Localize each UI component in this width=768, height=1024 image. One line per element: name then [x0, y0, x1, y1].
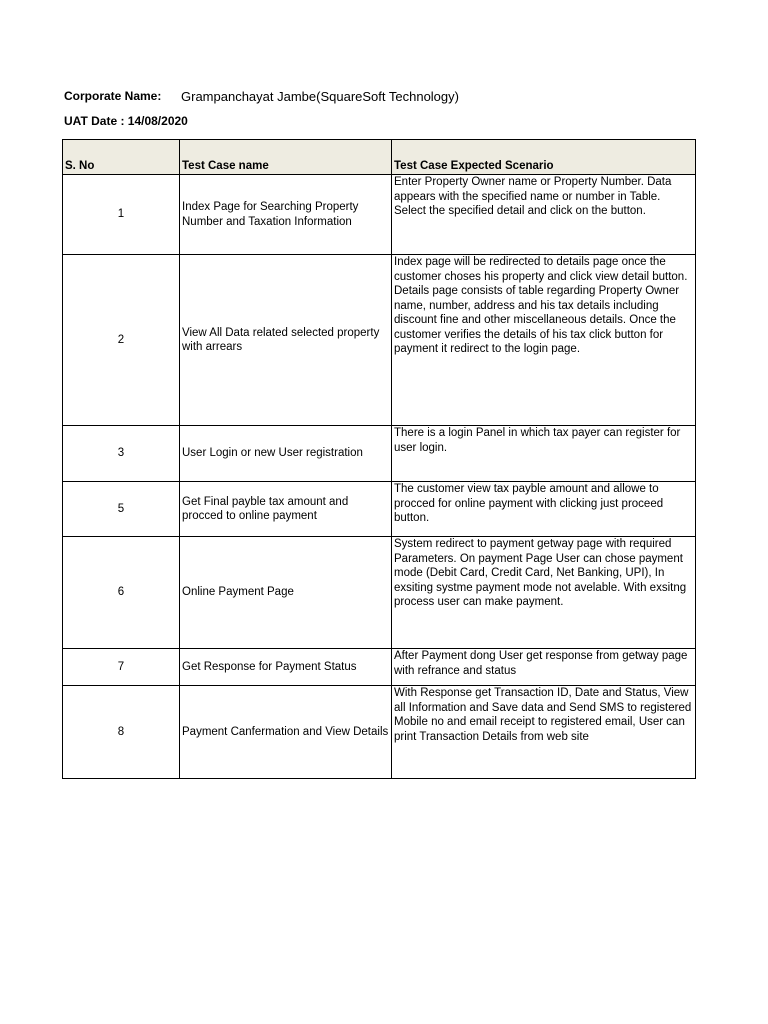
row-expected-scenario: With Response get Transaction ID, Date and Status, View all Information and Save data and Send SMS to registered Mobile no and email receipt to registered email, User can print Transaction Details from web site — [392, 686, 696, 779]
row-expected-scenario: After Payment dong User get response from getway page with refrance and status — [392, 649, 696, 686]
row-expected-scenario: System redirect to payment getway page with required Parameters. On payment Page User can chose payment mode (Debit Card, Credit Card, Net Banking, UPI), In exsiting systme payment mode not avelable. With exsitng process user can make payment. — [392, 537, 696, 649]
row-sno: 3 — [63, 426, 180, 482]
table-row — [63, 649, 696, 686]
table-row — [63, 426, 696, 482]
row-sno: 2 — [63, 255, 180, 426]
row-sno: 6 — [63, 537, 180, 649]
table-row — [63, 686, 696, 779]
row-sno: 1 — [63, 175, 180, 255]
table-row — [63, 255, 696, 426]
test-case-table — [62, 139, 696, 779]
table-header-row — [63, 140, 696, 175]
row-expected-scenario: The customer view tax payble amount and allowe to procced for online payment with clicking just proceed button. — [392, 482, 696, 537]
row-test-case-name: Payment Canfermation and View Details — [180, 686, 392, 779]
row-test-case-name: Get Response for Payment Status — [180, 649, 392, 686]
row-test-case-name: Online Payment Page — [180, 537, 392, 649]
column-header-test-case-name: Test Case name — [180, 140, 392, 175]
table-row — [63, 537, 696, 649]
column-header-sno: S. No — [63, 140, 180, 175]
table-row — [63, 175, 696, 255]
row-test-case-name: Index Page for Searching Property Number and Taxation Information — [180, 175, 392, 255]
table-row — [63, 482, 696, 537]
row-test-case-name: User Login or new User registration — [180, 426, 392, 482]
row-sno: 5 — [63, 482, 180, 537]
row-expected-scenario: Index page will be redirected to details page once the customer choses his property and click view detail button. Details page consists of table regarding Property Owner name, number, address and his tax details including discount fine and other miscellaneous details. Once the customer verifies the details of his tax click button for payment it redirect to the login page. — [392, 255, 696, 426]
row-sno: 7 — [63, 649, 180, 686]
corporate-name-value: Grampanchayat Jambe(SquareSoft Technology) — [181, 89, 459, 104]
row-expected-scenario: Enter Property Owner name or Property Number. Data appears with the specified name or number in Table. Select the specified detail and click on the button. — [392, 175, 696, 255]
corporate-name-label: Corporate Name: — [64, 89, 162, 103]
row-expected-scenario: There is a login Panel in which tax payer can register for user login. — [392, 426, 696, 482]
row-sno: 8 — [63, 686, 180, 779]
row-test-case-name: View All Data related selected property with arrears — [180, 255, 392, 426]
row-test-case-name: Get Final payble tax amount and procced to online payment — [180, 482, 392, 537]
uat-date: UAT Date : 14/08/2020 — [64, 114, 188, 128]
column-header-expected-scenario: Test Case Expected Scenario — [392, 140, 696, 175]
